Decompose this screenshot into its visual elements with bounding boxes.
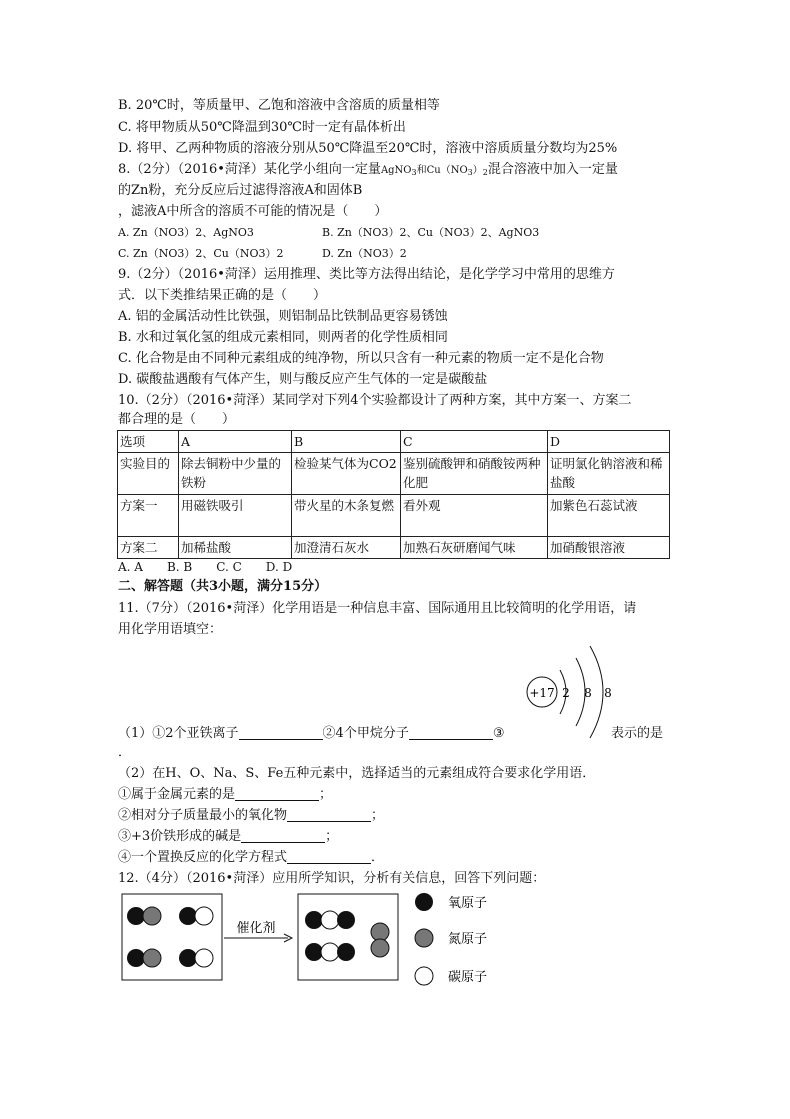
q11-p1c: ③: [492, 726, 505, 741]
reaction-diagram: [118, 890, 518, 990]
answer-blank[interactable]: [241, 828, 325, 843]
q9-stem-2: 式．以下类推结果正确的是（ ）: [118, 288, 327, 303]
answer-blank[interactable]: [235, 786, 319, 801]
q11-sub2: ②相对分子质量最小的氧化物 ；: [118, 808, 385, 823]
chem-agno3: AgNO$_3$和$Cu(NO_3)_2$: [380, 165, 488, 177]
legend-carbon: 碳原子: [448, 970, 488, 985]
table-cell: 带火星的木条复燃: [292, 495, 401, 537]
q8-option-a: A. Zn（NO3）2、AgNO3: [118, 226, 254, 239]
q11-sub1: ①属于金属元素的是 ；: [118, 787, 333, 802]
legend-nitrogen: 氮原子: [448, 932, 488, 947]
table-cell: 加紫色石蕊试液: [548, 495, 670, 537]
q7-option-c: C. 将甲物质从50℃降温到30℃时一定有晶体析出: [118, 120, 406, 135]
q7-option-d: D. 将甲、乙两种物质的溶液分别从50℃降温至20℃时，溶液中溶质质量分数均为25%: [118, 141, 618, 156]
atom-nucleus: +17: [529, 686, 555, 700]
q9-option-d: D. 碳酸盐遇酸有气体产生，则与酸反应产生气体的一定是碳酸盐: [118, 372, 488, 387]
table-cell: 方案二: [118, 537, 179, 559]
table-cell: C: [401, 431, 548, 453]
q10-options: A. A B. B C. C D. D: [118, 560, 293, 574]
table-cell: B: [292, 431, 401, 453]
q9-option-a: A. 铝的金属活动性比铁强，则铝制品比铁制品更容易锈蚀: [118, 309, 448, 324]
answer-blank[interactable]: [287, 849, 371, 864]
q11-sub4: ④一个置换反应的化学方程式 ．: [118, 850, 385, 865]
q10-stem-1: 10.（2分）（2016•菏泽）某同学对下列4个实验都设计了两种方案，其中方案一、方案二: [118, 393, 632, 408]
q8-stem-c: 的Zn粉，充分反应后过滤得溶液A和固体B: [118, 183, 363, 198]
table-cell: 鉴别硫酸钾和硝酸铵两种化肥: [401, 453, 548, 495]
table-cell: 加熟石灰研磨闻气味: [401, 537, 548, 559]
table-cell: 方案一: [118, 495, 179, 537]
catalyst-label: 催化剂: [236, 921, 276, 936]
table-cell: 加硝酸银溶液: [548, 537, 670, 559]
q11-part1: [118, 725, 504, 743]
answer-blank[interactable]: [239, 725, 323, 740]
q8-stem-b: 混合溶液中加入一定量: [487, 162, 618, 177]
nitrogen-atom-legend-icon: [415, 929, 433, 947]
table-cell: 选项: [118, 431, 179, 453]
table-row: [118, 453, 670, 495]
shell-1-count: 2: [562, 686, 570, 700]
section-2-title: 二、解答题（共3小题，满分15分）: [118, 579, 328, 594]
q11-stem-1: 11.（7分）（2016•菏泽）化学用语是一种信息丰富、国际通用且比较简明的化学用语，请: [118, 601, 637, 616]
q8-stem: [118, 161, 618, 182]
q9-option-b: B. 水和过氧化氢的组成元素相同，则两者的化学性质相同: [118, 330, 448, 345]
q11-part2: （2）在H、O、Na、S、Fe五种元素中，选择适当的元素组成符合要求化学用语．: [118, 766, 596, 781]
table-cell: 证明氯化钠溶液和稀盐酸: [548, 453, 670, 495]
q11-p1b: ②4个甲烷分子: [322, 726, 409, 741]
q7-option-b: B. 20℃时，等质量甲、乙饱和溶液中含溶质的质量相等: [118, 98, 440, 113]
q11-sub3: ③+3价铁形成的碱是 ；: [118, 829, 339, 844]
table-cell: 加稀盐酸: [179, 537, 292, 559]
table-row: [118, 495, 670, 537]
answer-blank[interactable]: [409, 725, 493, 740]
q10-table: [117, 430, 670, 559]
q8-option-b: B. Zn（NO3）2、Cu（NO3）2、AgNO3: [322, 226, 540, 239]
table-cell: 看外观: [401, 495, 548, 537]
table-cell: 加澄清石灰水: [292, 537, 401, 559]
q9-stem-1: 9.（2分）（2016•菏泽）运用推理、类比等方法得出结论，是化学学习中常用的思维方: [118, 267, 615, 282]
q11-stem-2: 用化学用语填空：: [118, 622, 223, 637]
q10-stem-2: 都合理的是（ ）: [118, 412, 236, 427]
q9-option-c: C. 化合物是由不同种元素组成的纯净物，所以只含有一种元素的物质一定不是化合物: [118, 351, 604, 366]
shell-2-count: 8: [584, 686, 592, 700]
table-cell: D: [548, 431, 670, 453]
q11-p1a: （1）①2个亚铁离子: [118, 726, 239, 741]
table-header-row: [118, 431, 670, 453]
table-cell: 实验目的: [118, 453, 179, 495]
q11-dot: ．: [118, 745, 132, 760]
q11-p1d: 表示的是: [611, 726, 664, 741]
table-cell: 检验某气体为CO2: [292, 453, 401, 495]
q8-option-d: D. Zn（NO3）2: [322, 247, 407, 260]
table-cell: 用磁铁吸引: [179, 495, 292, 537]
q12-stem: 12.（4分）（2016•菏泽）应用所学知识，分析有关信息，回答下列问题：: [118, 871, 546, 886]
q8-stem-d: ，滤液A中所含的溶质不可能的情况是（ ）: [118, 204, 388, 219]
q8-stem-a: 8.（2分）（2016•菏泽）某化学小组向一定量: [118, 162, 381, 177]
table-cell: A: [179, 431, 292, 453]
shell-3-count: 8: [604, 686, 612, 700]
legend-oxygen: 氧原子: [448, 896, 488, 911]
table-cell: 除去铜粉中少量的铁粉: [179, 453, 292, 495]
answer-blank[interactable]: [287, 807, 371, 822]
oxygen-atom-legend-icon: [415, 893, 433, 911]
q8-option-c: C. Zn（NO3）2、Cu（NO3）2: [118, 247, 284, 260]
table-row: [118, 537, 670, 559]
carbon-atom-legend-icon: [415, 967, 433, 985]
